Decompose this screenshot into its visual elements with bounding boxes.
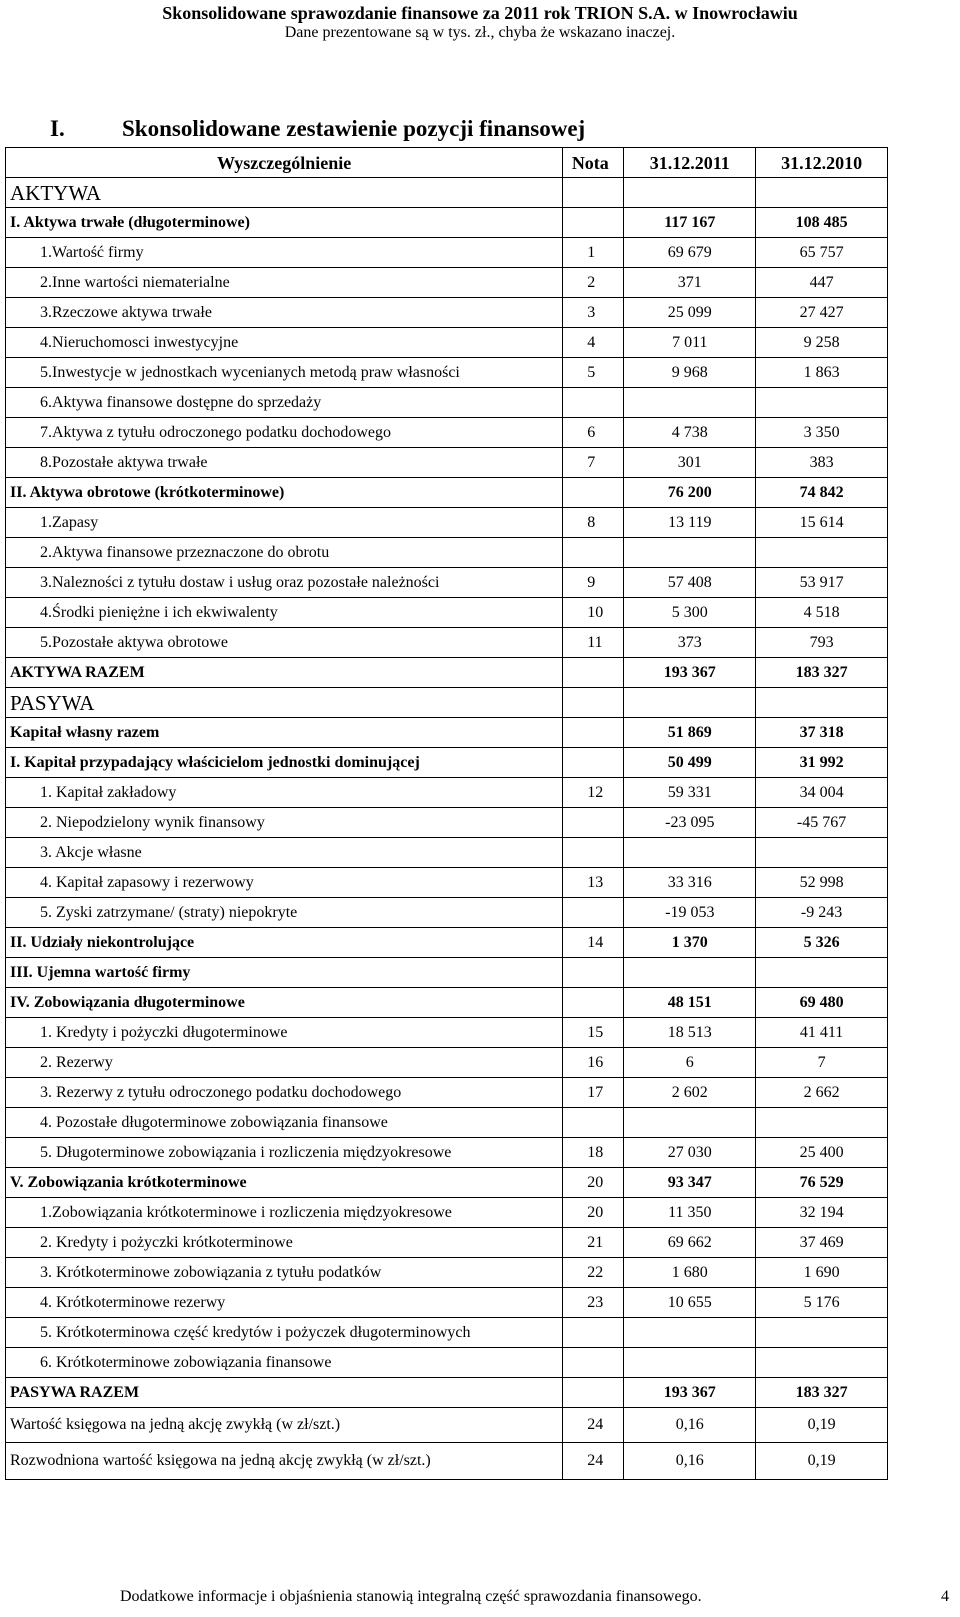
table-row [6, 508, 888, 538]
table-row [6, 1078, 888, 1108]
table-row [6, 1258, 888, 1288]
row-nota [563, 538, 624, 568]
table-row [6, 388, 888, 418]
row-value-2011: 69 662 [624, 1228, 756, 1258]
row-nota [563, 688, 624, 718]
row-description: 7.Aktywa z tytułu odroczonego podatku dochodowego [6, 418, 563, 448]
row-description: 5.Pozostałe aktywa obrotowe [6, 628, 563, 658]
row-description: I. Aktywa trwałe (długoterminowe) [6, 208, 563, 238]
row-value-2010: 1 690 [756, 1258, 888, 1288]
row-nota [563, 838, 624, 868]
row-value-2011: 193 367 [624, 1378, 756, 1408]
row-value-2010: 34 004 [756, 778, 888, 808]
row-description: 3. Rezerwy z tytułu odroczonego podatku dochodowego [6, 1078, 563, 1108]
row-value-2011: 1 370 [624, 928, 756, 958]
page-number: 4 [941, 1588, 949, 1605]
row-value-2011: 10 655 [624, 1288, 756, 1318]
row-value-2010 [756, 1348, 888, 1378]
row-description: PASYWA RAZEM [6, 1378, 563, 1408]
row-value-2010: 76 529 [756, 1168, 888, 1198]
table-row [6, 628, 888, 658]
row-nota [563, 478, 624, 508]
row-nota [563, 748, 624, 778]
table-row [6, 1443, 888, 1480]
row-value-2010: 383 [756, 448, 888, 478]
row-value-2010: 41 411 [756, 1018, 888, 1048]
table-row [6, 868, 888, 898]
row-value-2011: 0,16 [624, 1408, 756, 1443]
row-value-2011: 51 869 [624, 718, 756, 748]
row-description: IV. Zobowiązania długoterminowe [6, 988, 563, 1018]
row-nota: 20 [563, 1198, 624, 1228]
row-value-2011: -19 053 [624, 898, 756, 928]
table-row [6, 928, 888, 958]
row-description: 3. Akcje własne [6, 838, 563, 868]
row-description: 4.Środki pieniężne i ich ekwiwalenty [6, 598, 563, 628]
financial-position-table [5, 147, 888, 1480]
row-nota [563, 388, 624, 418]
table-row [6, 478, 888, 508]
table-row [6, 748, 888, 778]
row-nota [563, 1378, 624, 1408]
row-description: 1.Zobowiązania krótkoterminowe i rozliczenia międzyokresowe [6, 1198, 563, 1228]
row-value-2010: 0,19 [756, 1408, 888, 1443]
row-description: 5.Inwestycje w jednostkach wycenianych metodą praw własności [6, 358, 563, 388]
row-value-2011: 7 011 [624, 328, 756, 358]
table-row [6, 1018, 888, 1048]
row-value-2010: 4 518 [756, 598, 888, 628]
row-value-2010 [756, 838, 888, 868]
row-description: 8.Pozostałe aktywa trwałe [6, 448, 563, 478]
row-value-2010: 25 400 [756, 1138, 888, 1168]
row-description: 4.Nieruchomosci inwestycyjne [6, 328, 563, 358]
table-row [6, 418, 888, 448]
table-row [6, 1408, 888, 1443]
row-value-2010 [756, 688, 888, 718]
row-value-2010: 183 327 [756, 658, 888, 688]
header-nota: Nota [563, 148, 624, 178]
document-header-title: Skonsolidowane sprawozdanie finansowe za 2011 rok TRION S.A. w Inowrocławiu [162, 3, 798, 23]
row-value-2010: 5 326 [756, 928, 888, 958]
header-2010: 31.12.2010 [756, 148, 888, 178]
table-row [6, 1048, 888, 1078]
row-nota: 2 [563, 268, 624, 298]
row-value-2011 [624, 388, 756, 418]
row-value-2011: 301 [624, 448, 756, 478]
row-value-2010: 65 757 [756, 238, 888, 268]
row-nota [563, 988, 624, 1018]
table-row [6, 208, 888, 238]
row-nota [563, 718, 624, 748]
row-description: 3.Nalezności z tytułu dostaw i usług oraz pozostałe należności [6, 568, 563, 598]
row-value-2011: 373 [624, 628, 756, 658]
row-value-2011: 371 [624, 268, 756, 298]
row-nota: 17 [563, 1078, 624, 1108]
table-row [6, 688, 888, 718]
row-description: II. Aktywa obrotowe (krótkoterminowe) [6, 478, 563, 508]
row-description: II. Udziały niekontrolujące [6, 928, 563, 958]
row-value-2011: 59 331 [624, 778, 756, 808]
row-value-2010: 108 485 [756, 208, 888, 238]
row-description: 6.Aktywa finansowe dostępne do sprzedaży [6, 388, 563, 418]
row-nota: 23 [563, 1288, 624, 1318]
table-row [6, 268, 888, 298]
row-value-2011: 193 367 [624, 658, 756, 688]
row-value-2011: 50 499 [624, 748, 756, 778]
row-nota: 5 [563, 358, 624, 388]
table-row [6, 988, 888, 1018]
table-row [6, 658, 888, 688]
row-value-2011 [624, 688, 756, 718]
row-value-2011: 25 099 [624, 298, 756, 328]
row-value-2010: 7 [756, 1048, 888, 1078]
row-description: 4. Krótkoterminowe rezerwy [6, 1288, 563, 1318]
row-description: AKTYWA [6, 178, 563, 208]
section-title [50, 114, 930, 144]
row-nota [563, 1318, 624, 1348]
row-value-2010: 27 427 [756, 298, 888, 328]
row-value-2010 [756, 1108, 888, 1138]
row-nota: 22 [563, 1258, 624, 1288]
table-row [6, 1378, 888, 1408]
row-value-2010 [756, 178, 888, 208]
row-value-2011: -23 095 [624, 808, 756, 838]
row-value-2011 [624, 1348, 756, 1378]
row-description: 2.Aktywa finansowe przeznaczone do obrotu [6, 538, 563, 568]
section-title-text: Skonsolidowane zestawienie pozycji finansowej [122, 116, 586, 141]
table-row [6, 1348, 888, 1378]
row-value-2011 [624, 178, 756, 208]
row-value-2011: 6 [624, 1048, 756, 1078]
row-nota: 8 [563, 508, 624, 538]
table-header-row [6, 148, 888, 178]
row-value-2011: 2 602 [624, 1078, 756, 1108]
section-number: I. [50, 116, 65, 141]
row-nota: 16 [563, 1048, 624, 1078]
row-value-2011: 27 030 [624, 1138, 756, 1168]
row-nota: 13 [563, 868, 624, 898]
row-nota: 3 [563, 298, 624, 328]
row-description: Rozwodniona wartość księgowa na jedną akcję zwykłą (w zł/szt.) [6, 1443, 563, 1480]
row-value-2011 [624, 1318, 756, 1348]
row-value-2010: 1 863 [756, 358, 888, 388]
row-description: 1.Zapasy [6, 508, 563, 538]
row-value-2011: 0,16 [624, 1443, 756, 1480]
row-description: Kapitał własny razem [6, 718, 563, 748]
row-description: 2. Rezerwy [6, 1048, 563, 1078]
table-row [6, 1318, 888, 1348]
table-row [6, 178, 888, 208]
row-description: AKTYWA RAZEM [6, 658, 563, 688]
table-row [6, 718, 888, 748]
table-row [6, 298, 888, 328]
row-description: 2. Kredyty i pożyczki krótkoterminowe [6, 1228, 563, 1258]
row-nota: 18 [563, 1138, 624, 1168]
row-nota: 4 [563, 328, 624, 358]
row-nota: 24 [563, 1443, 624, 1480]
row-nota: 11 [563, 628, 624, 658]
row-nota: 20 [563, 1168, 624, 1198]
row-nota: 15 [563, 1018, 624, 1048]
row-description: Wartość księgowa na jedną akcję zwykłą (w zł/szt.) [6, 1408, 563, 1443]
row-value-2010: 793 [756, 628, 888, 658]
table-row [6, 958, 888, 988]
row-description: 5. Krótkoterminowa część kredytów i pożyczek długoterminowych [6, 1318, 563, 1348]
row-nota [563, 1108, 624, 1138]
table-row [6, 1168, 888, 1198]
row-value-2011: 57 408 [624, 568, 756, 598]
row-value-2011: 48 151 [624, 988, 756, 1018]
row-description: 4. Pozostałe długoterminowe zobowiązania finansowe [6, 1108, 563, 1138]
row-nota [563, 898, 624, 928]
row-value-2010: 31 992 [756, 748, 888, 778]
row-nota: 12 [563, 778, 624, 808]
row-value-2011: 9 968 [624, 358, 756, 388]
row-value-2011: 5 300 [624, 598, 756, 628]
table-row [6, 898, 888, 928]
row-description: 2. Niepodzielony wynik finansowy [6, 808, 563, 838]
row-value-2010: 5 176 [756, 1288, 888, 1318]
row-description: I. Kapitał przypadający właścicielom jednostki dominującej [6, 748, 563, 778]
table-row [6, 808, 888, 838]
row-value-2011: 11 350 [624, 1198, 756, 1228]
row-value-2010: 0,19 [756, 1443, 888, 1480]
row-description: 3. Krótkoterminowe zobowiązania z tytułu podatków [6, 1258, 563, 1288]
row-nota: 21 [563, 1228, 624, 1258]
row-value-2011 [624, 538, 756, 568]
row-value-2011: 1 680 [624, 1258, 756, 1288]
row-nota: 7 [563, 448, 624, 478]
table-row [6, 538, 888, 568]
row-value-2011: 93 347 [624, 1168, 756, 1198]
row-nota: 9 [563, 568, 624, 598]
row-value-2010 [756, 388, 888, 418]
row-description: 5. Zyski zatrzymane/ (straty) niepokryte [6, 898, 563, 928]
row-description: 1. Kredyty i pożyczki długoterminowe [6, 1018, 563, 1048]
row-nota [563, 658, 624, 688]
row-value-2010: 32 194 [756, 1198, 888, 1228]
row-value-2010: 183 327 [756, 1378, 888, 1408]
table-row [6, 568, 888, 598]
row-nota [563, 208, 624, 238]
row-value-2010: -9 243 [756, 898, 888, 928]
row-value-2010: 37 318 [756, 718, 888, 748]
row-value-2010: 15 614 [756, 508, 888, 538]
table-row [6, 1198, 888, 1228]
row-value-2010: 2 662 [756, 1078, 888, 1108]
header-2011: 31.12.2011 [624, 148, 756, 178]
row-nota [563, 1348, 624, 1378]
row-value-2010 [756, 958, 888, 988]
table-row [6, 328, 888, 358]
footer-note: Dodatkowe informacje i objaśnienia stanowią integralną część sprawozdania finansowego. [120, 1588, 702, 1605]
row-value-2010: 9 258 [756, 328, 888, 358]
row-description: III. Ujemna wartość firmy [6, 958, 563, 988]
row-value-2011: 117 167 [624, 208, 756, 238]
row-value-2010 [756, 538, 888, 568]
document-header-subtitle: Dane prezentowane są w tys. zł., chyba że wskazano inaczej. [284, 24, 676, 41]
table-row [6, 448, 888, 478]
table-row [6, 1108, 888, 1138]
row-nota: 14 [563, 928, 624, 958]
row-description: 3.Rzeczowe aktywa trwałe [6, 298, 563, 328]
row-description: V. Zobowiązania krótkoterminowe [6, 1168, 563, 1198]
row-value-2011 [624, 838, 756, 868]
row-value-2011 [624, 958, 756, 988]
row-description: 4. Kapitał zapasowy i rezerwowy [6, 868, 563, 898]
row-nota: 1 [563, 238, 624, 268]
table-row [6, 238, 888, 268]
row-description: 6. Krótkoterminowe zobowiązania finansowe [6, 1348, 563, 1378]
table-row [6, 838, 888, 868]
row-description: 5. Długoterminowe zobowiązania i rozliczenia międzyokresowe [6, 1138, 563, 1168]
row-value-2010: 447 [756, 268, 888, 298]
table-row [6, 1138, 888, 1168]
header-description: Wyszczególnienie [6, 148, 563, 178]
row-value-2011: 69 679 [624, 238, 756, 268]
row-value-2010: -45 767 [756, 808, 888, 838]
table-row [6, 598, 888, 628]
row-description: 1. Kapitał zakładowy [6, 778, 563, 808]
row-value-2010: 53 917 [756, 568, 888, 598]
row-description: 1.Wartość firmy [6, 238, 563, 268]
row-value-2010 [756, 1318, 888, 1348]
row-nota [563, 178, 624, 208]
row-value-2011 [624, 1108, 756, 1138]
row-value-2010: 74 842 [756, 478, 888, 508]
table-row [6, 358, 888, 388]
row-nota: 24 [563, 1408, 624, 1443]
row-value-2011: 4 738 [624, 418, 756, 448]
row-value-2010: 69 480 [756, 988, 888, 1018]
row-value-2011: 33 316 [624, 868, 756, 898]
row-description: PASYWA [6, 688, 563, 718]
row-value-2011: 76 200 [624, 478, 756, 508]
row-value-2011: 18 513 [624, 1018, 756, 1048]
table-row [6, 778, 888, 808]
table-row [6, 1288, 888, 1318]
row-value-2011: 13 119 [624, 508, 756, 538]
row-nota [563, 958, 624, 988]
row-nota: 10 [563, 598, 624, 628]
table-row [6, 1228, 888, 1258]
row-description: 2.Inne wartości niematerialne [6, 268, 563, 298]
row-nota: 6 [563, 418, 624, 448]
row-nota [563, 808, 624, 838]
row-value-2010: 52 998 [756, 868, 888, 898]
row-value-2010: 3 350 [756, 418, 888, 448]
row-value-2010: 37 469 [756, 1228, 888, 1258]
